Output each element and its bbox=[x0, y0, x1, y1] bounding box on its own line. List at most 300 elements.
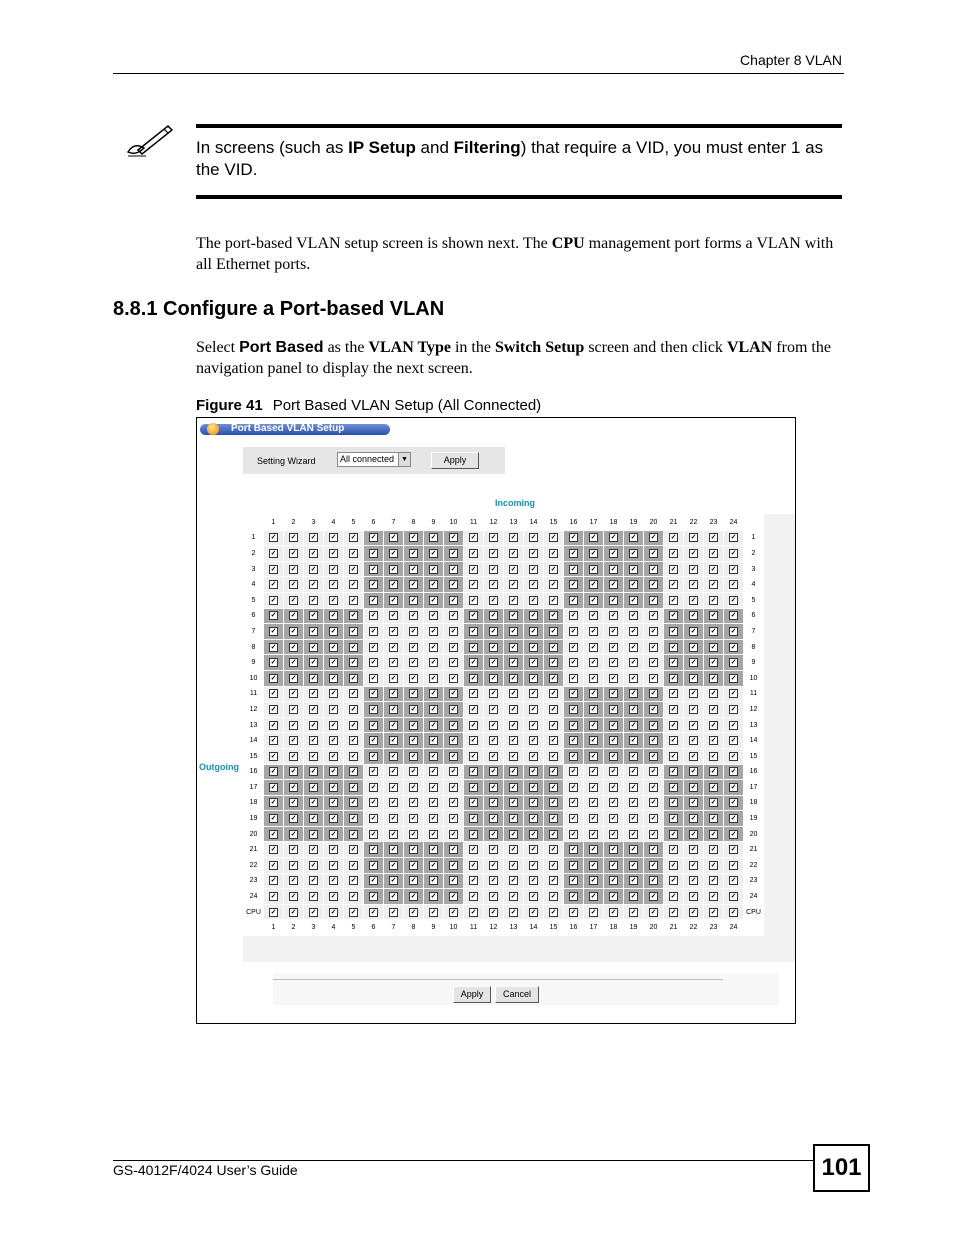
port-checkbox[interactable]: ✓ bbox=[370, 861, 377, 869]
port-checkbox[interactable]: ✓ bbox=[370, 877, 377, 885]
port-checkbox[interactable]: ✓ bbox=[350, 877, 357, 885]
port-checkbox[interactable]: ✓ bbox=[510, 815, 517, 823]
port-checkbox[interactable]: ✓ bbox=[490, 581, 497, 589]
port-checkbox[interactable]: ✓ bbox=[710, 612, 717, 620]
port-checkbox[interactable]: ✓ bbox=[630, 581, 637, 589]
port-checkbox[interactable]: ✓ bbox=[710, 815, 717, 823]
port-checkbox[interactable]: ✓ bbox=[290, 799, 297, 807]
port-checkbox[interactable]: ✓ bbox=[690, 534, 697, 542]
port-checkbox[interactable]: ✓ bbox=[290, 752, 297, 760]
port-checkbox[interactable]: ✓ bbox=[610, 815, 617, 823]
port-checkbox[interactable]: ✓ bbox=[470, 799, 477, 807]
port-checkbox[interactable]: ✓ bbox=[390, 612, 397, 620]
port-checkbox[interactable]: ✓ bbox=[330, 893, 337, 901]
port-checkbox[interactable]: ✓ bbox=[310, 830, 317, 838]
port-checkbox[interactable]: ✓ bbox=[410, 549, 417, 557]
port-checkbox[interactable]: ✓ bbox=[530, 861, 537, 869]
port-checkbox[interactable]: ✓ bbox=[650, 643, 657, 651]
port-checkbox[interactable]: ✓ bbox=[450, 893, 457, 901]
port-checkbox[interactable]: ✓ bbox=[270, 643, 277, 651]
port-checkbox[interactable]: ✓ bbox=[570, 659, 577, 667]
port-checkbox[interactable]: ✓ bbox=[570, 877, 577, 885]
port-checkbox[interactable]: ✓ bbox=[630, 612, 637, 620]
port-checkbox[interactable]: ✓ bbox=[430, 737, 437, 745]
port-checkbox[interactable]: ✓ bbox=[630, 893, 637, 901]
port-checkbox[interactable]: ✓ bbox=[570, 612, 577, 620]
port-checkbox[interactable]: ✓ bbox=[730, 908, 737, 916]
wizard-apply-button[interactable]: Apply bbox=[431, 452, 479, 469]
port-checkbox[interactable]: ✓ bbox=[430, 674, 437, 682]
port-checkbox[interactable]: ✓ bbox=[510, 581, 517, 589]
port-checkbox[interactable]: ✓ bbox=[370, 893, 377, 901]
port-checkbox[interactable]: ✓ bbox=[490, 752, 497, 760]
port-checkbox[interactable]: ✓ bbox=[450, 752, 457, 760]
port-checkbox[interactable]: ✓ bbox=[650, 830, 657, 838]
port-checkbox[interactable]: ✓ bbox=[470, 581, 477, 589]
port-checkbox[interactable]: ✓ bbox=[410, 596, 417, 604]
port-checkbox[interactable]: ✓ bbox=[570, 721, 577, 729]
port-checkbox[interactable]: ✓ bbox=[370, 705, 377, 713]
port-checkbox[interactable]: ✓ bbox=[610, 752, 617, 760]
port-checkbox[interactable]: ✓ bbox=[370, 815, 377, 823]
port-checkbox[interactable]: ✓ bbox=[310, 893, 317, 901]
port-checkbox[interactable]: ✓ bbox=[450, 768, 457, 776]
port-checkbox[interactable]: ✓ bbox=[410, 737, 417, 745]
port-checkbox[interactable]: ✓ bbox=[330, 768, 337, 776]
port-checkbox[interactable]: ✓ bbox=[530, 737, 537, 745]
port-checkbox[interactable]: ✓ bbox=[630, 815, 637, 823]
port-checkbox[interactable]: ✓ bbox=[270, 861, 277, 869]
port-checkbox[interactable]: ✓ bbox=[470, 861, 477, 869]
port-checkbox[interactable]: ✓ bbox=[490, 908, 497, 916]
port-checkbox[interactable]: ✓ bbox=[270, 799, 277, 807]
port-checkbox[interactable]: ✓ bbox=[710, 565, 717, 573]
port-checkbox[interactable]: ✓ bbox=[490, 612, 497, 620]
port-checkbox[interactable]: ✓ bbox=[650, 659, 657, 667]
port-checkbox[interactable]: ✓ bbox=[410, 830, 417, 838]
port-checkbox[interactable]: ✓ bbox=[350, 908, 357, 916]
port-checkbox[interactable]: ✓ bbox=[390, 690, 397, 698]
port-checkbox[interactable]: ✓ bbox=[530, 877, 537, 885]
port-checkbox[interactable]: ✓ bbox=[390, 565, 397, 573]
port-checkbox[interactable]: ✓ bbox=[530, 783, 537, 791]
port-checkbox[interactable]: ✓ bbox=[630, 659, 637, 667]
port-checkbox[interactable]: ✓ bbox=[410, 612, 417, 620]
port-checkbox[interactable]: ✓ bbox=[570, 768, 577, 776]
port-checkbox[interactable]: ✓ bbox=[730, 596, 737, 604]
port-checkbox[interactable]: ✓ bbox=[630, 534, 637, 542]
port-checkbox[interactable]: ✓ bbox=[730, 581, 737, 589]
port-checkbox[interactable]: ✓ bbox=[350, 534, 357, 542]
port-checkbox[interactable]: ✓ bbox=[430, 893, 437, 901]
port-checkbox[interactable]: ✓ bbox=[330, 721, 337, 729]
port-checkbox[interactable]: ✓ bbox=[430, 549, 437, 557]
port-checkbox[interactable]: ✓ bbox=[690, 908, 697, 916]
port-checkbox[interactable]: ✓ bbox=[730, 659, 737, 667]
port-checkbox[interactable]: ✓ bbox=[450, 534, 457, 542]
port-checkbox[interactable]: ✓ bbox=[270, 612, 277, 620]
port-checkbox[interactable]: ✓ bbox=[330, 877, 337, 885]
port-checkbox[interactable]: ✓ bbox=[590, 737, 597, 745]
port-checkbox[interactable]: ✓ bbox=[410, 815, 417, 823]
port-checkbox[interactable]: ✓ bbox=[390, 581, 397, 589]
port-checkbox[interactable]: ✓ bbox=[430, 877, 437, 885]
port-checkbox[interactable]: ✓ bbox=[470, 830, 477, 838]
port-checkbox[interactable]: ✓ bbox=[370, 674, 377, 682]
port-checkbox[interactable]: ✓ bbox=[390, 659, 397, 667]
port-checkbox[interactable]: ✓ bbox=[430, 534, 437, 542]
port-checkbox[interactable]: ✓ bbox=[430, 690, 437, 698]
port-checkbox[interactable]: ✓ bbox=[410, 877, 417, 885]
port-checkbox[interactable]: ✓ bbox=[670, 643, 677, 651]
port-checkbox[interactable]: ✓ bbox=[310, 705, 317, 713]
port-checkbox[interactable]: ✓ bbox=[330, 705, 337, 713]
port-checkbox[interactable]: ✓ bbox=[550, 768, 557, 776]
port-checkbox[interactable]: ✓ bbox=[710, 893, 717, 901]
port-checkbox[interactable]: ✓ bbox=[510, 861, 517, 869]
port-checkbox[interactable]: ✓ bbox=[290, 737, 297, 745]
port-checkbox[interactable]: ✓ bbox=[330, 659, 337, 667]
port-checkbox[interactable]: ✓ bbox=[430, 846, 437, 854]
port-checkbox[interactable]: ✓ bbox=[270, 783, 277, 791]
port-checkbox[interactable]: ✓ bbox=[630, 752, 637, 760]
port-checkbox[interactable]: ✓ bbox=[670, 783, 677, 791]
port-checkbox[interactable]: ✓ bbox=[690, 659, 697, 667]
port-checkbox[interactable]: ✓ bbox=[310, 815, 317, 823]
port-checkbox[interactable]: ✓ bbox=[510, 612, 517, 620]
port-checkbox[interactable]: ✓ bbox=[710, 659, 717, 667]
port-checkbox[interactable]: ✓ bbox=[630, 861, 637, 869]
port-checkbox[interactable]: ✓ bbox=[670, 627, 677, 635]
port-checkbox[interactable]: ✓ bbox=[690, 768, 697, 776]
port-checkbox[interactable]: ✓ bbox=[510, 737, 517, 745]
port-checkbox[interactable]: ✓ bbox=[590, 721, 597, 729]
port-checkbox[interactable]: ✓ bbox=[530, 721, 537, 729]
port-checkbox[interactable]: ✓ bbox=[290, 893, 297, 901]
port-checkbox[interactable]: ✓ bbox=[690, 549, 697, 557]
port-checkbox[interactable]: ✓ bbox=[550, 659, 557, 667]
port-checkbox[interactable]: ✓ bbox=[290, 768, 297, 776]
port-checkbox[interactable]: ✓ bbox=[690, 861, 697, 869]
port-checkbox[interactable]: ✓ bbox=[510, 768, 517, 776]
port-checkbox[interactable]: ✓ bbox=[570, 799, 577, 807]
port-checkbox[interactable]: ✓ bbox=[670, 861, 677, 869]
port-checkbox[interactable]: ✓ bbox=[650, 893, 657, 901]
port-checkbox[interactable]: ✓ bbox=[730, 627, 737, 635]
port-checkbox[interactable]: ✓ bbox=[710, 908, 717, 916]
port-checkbox[interactable]: ✓ bbox=[370, 908, 377, 916]
port-checkbox[interactable]: ✓ bbox=[590, 783, 597, 791]
port-checkbox[interactable]: ✓ bbox=[330, 846, 337, 854]
port-checkbox[interactable]: ✓ bbox=[530, 690, 537, 698]
port-checkbox[interactable]: ✓ bbox=[670, 830, 677, 838]
port-checkbox[interactable]: ✓ bbox=[550, 705, 557, 713]
port-checkbox[interactable]: ✓ bbox=[290, 877, 297, 885]
port-checkbox[interactable]: ✓ bbox=[730, 565, 737, 573]
port-checkbox[interactable]: ✓ bbox=[610, 908, 617, 916]
port-checkbox[interactable]: ✓ bbox=[490, 674, 497, 682]
port-checkbox[interactable]: ✓ bbox=[690, 674, 697, 682]
port-checkbox[interactable]: ✓ bbox=[650, 705, 657, 713]
port-checkbox[interactable]: ✓ bbox=[310, 565, 317, 573]
port-checkbox[interactable]: ✓ bbox=[350, 799, 357, 807]
port-checkbox[interactable]: ✓ bbox=[730, 737, 737, 745]
port-checkbox[interactable]: ✓ bbox=[690, 799, 697, 807]
port-checkbox[interactable]: ✓ bbox=[350, 643, 357, 651]
port-checkbox[interactable]: ✓ bbox=[470, 768, 477, 776]
port-checkbox[interactable]: ✓ bbox=[390, 877, 397, 885]
port-checkbox[interactable]: ✓ bbox=[310, 659, 317, 667]
port-checkbox[interactable]: ✓ bbox=[690, 721, 697, 729]
port-checkbox[interactable]: ✓ bbox=[530, 908, 537, 916]
port-checkbox[interactable]: ✓ bbox=[350, 674, 357, 682]
port-checkbox[interactable]: ✓ bbox=[430, 612, 437, 620]
port-checkbox[interactable]: ✓ bbox=[430, 659, 437, 667]
port-checkbox[interactable]: ✓ bbox=[370, 643, 377, 651]
port-checkbox[interactable]: ✓ bbox=[610, 799, 617, 807]
port-checkbox[interactable]: ✓ bbox=[570, 549, 577, 557]
port-checkbox[interactable]: ✓ bbox=[710, 830, 717, 838]
port-checkbox[interactable]: ✓ bbox=[410, 705, 417, 713]
port-checkbox[interactable]: ✓ bbox=[470, 674, 477, 682]
port-checkbox[interactable]: ✓ bbox=[650, 877, 657, 885]
port-checkbox[interactable]: ✓ bbox=[450, 861, 457, 869]
port-checkbox[interactable]: ✓ bbox=[490, 534, 497, 542]
port-checkbox[interactable]: ✓ bbox=[530, 627, 537, 635]
port-checkbox[interactable]: ✓ bbox=[470, 705, 477, 713]
port-checkbox[interactable]: ✓ bbox=[570, 737, 577, 745]
port-checkbox[interactable]: ✓ bbox=[350, 768, 357, 776]
port-checkbox[interactable]: ✓ bbox=[710, 799, 717, 807]
port-checkbox[interactable]: ✓ bbox=[450, 612, 457, 620]
port-checkbox[interactable]: ✓ bbox=[610, 893, 617, 901]
port-checkbox[interactable]: ✓ bbox=[630, 705, 637, 713]
port-checkbox[interactable]: ✓ bbox=[690, 596, 697, 604]
port-checkbox[interactable]: ✓ bbox=[270, 627, 277, 635]
port-checkbox[interactable]: ✓ bbox=[430, 752, 437, 760]
port-checkbox[interactable]: ✓ bbox=[730, 690, 737, 698]
port-checkbox[interactable]: ✓ bbox=[270, 815, 277, 823]
port-checkbox[interactable]: ✓ bbox=[450, 643, 457, 651]
port-checkbox[interactable]: ✓ bbox=[510, 659, 517, 667]
port-checkbox[interactable]: ✓ bbox=[730, 815, 737, 823]
port-checkbox[interactable]: ✓ bbox=[330, 908, 337, 916]
chevron-down-icon[interactable]: ▼ bbox=[398, 453, 410, 466]
port-checkbox[interactable]: ✓ bbox=[290, 659, 297, 667]
port-checkbox[interactable]: ✓ bbox=[730, 721, 737, 729]
port-checkbox[interactable]: ✓ bbox=[650, 815, 657, 823]
port-checkbox[interactable]: ✓ bbox=[430, 627, 437, 635]
port-checkbox[interactable]: ✓ bbox=[490, 705, 497, 713]
port-checkbox[interactable]: ✓ bbox=[470, 612, 477, 620]
port-checkbox[interactable]: ✓ bbox=[610, 783, 617, 791]
port-checkbox[interactable]: ✓ bbox=[490, 830, 497, 838]
port-checkbox[interactable]: ✓ bbox=[670, 659, 677, 667]
port-checkbox[interactable]: ✓ bbox=[510, 846, 517, 854]
port-checkbox[interactable]: ✓ bbox=[550, 612, 557, 620]
port-checkbox[interactable]: ✓ bbox=[270, 752, 277, 760]
port-checkbox[interactable]: ✓ bbox=[390, 846, 397, 854]
port-checkbox[interactable]: ✓ bbox=[310, 612, 317, 620]
port-checkbox[interactable]: ✓ bbox=[730, 830, 737, 838]
port-checkbox[interactable]: ✓ bbox=[630, 565, 637, 573]
port-checkbox[interactable]: ✓ bbox=[710, 721, 717, 729]
port-checkbox[interactable]: ✓ bbox=[730, 799, 737, 807]
port-checkbox[interactable]: ✓ bbox=[410, 846, 417, 854]
port-checkbox[interactable]: ✓ bbox=[730, 549, 737, 557]
port-checkbox[interactable]: ✓ bbox=[450, 627, 457, 635]
port-checkbox[interactable]: ✓ bbox=[650, 799, 657, 807]
port-checkbox[interactable]: ✓ bbox=[550, 815, 557, 823]
port-checkbox[interactable]: ✓ bbox=[510, 596, 517, 604]
port-checkbox[interactable]: ✓ bbox=[630, 877, 637, 885]
port-checkbox[interactable]: ✓ bbox=[270, 534, 277, 542]
port-checkbox[interactable]: ✓ bbox=[450, 565, 457, 573]
port-checkbox[interactable]: ✓ bbox=[310, 596, 317, 604]
port-checkbox[interactable]: ✓ bbox=[630, 690, 637, 698]
cancel-button[interactable]: Cancel bbox=[495, 986, 539, 1003]
port-checkbox[interactable]: ✓ bbox=[650, 549, 657, 557]
port-checkbox[interactable]: ✓ bbox=[390, 768, 397, 776]
port-checkbox[interactable]: ✓ bbox=[710, 674, 717, 682]
port-checkbox[interactable]: ✓ bbox=[390, 783, 397, 791]
port-checkbox[interactable]: ✓ bbox=[490, 768, 497, 776]
port-checkbox[interactable]: ✓ bbox=[270, 830, 277, 838]
port-checkbox[interactable]: ✓ bbox=[290, 721, 297, 729]
port-checkbox[interactable]: ✓ bbox=[350, 549, 357, 557]
port-checkbox[interactable]: ✓ bbox=[670, 768, 677, 776]
port-checkbox[interactable]: ✓ bbox=[670, 534, 677, 542]
port-checkbox[interactable]: ✓ bbox=[690, 737, 697, 745]
port-checkbox[interactable]: ✓ bbox=[610, 549, 617, 557]
port-checkbox[interactable]: ✓ bbox=[470, 815, 477, 823]
port-checkbox[interactable]: ✓ bbox=[450, 830, 457, 838]
port-checkbox[interactable]: ✓ bbox=[730, 877, 737, 885]
port-checkbox[interactable]: ✓ bbox=[630, 908, 637, 916]
port-checkbox[interactable]: ✓ bbox=[530, 674, 537, 682]
port-checkbox[interactable]: ✓ bbox=[630, 737, 637, 745]
port-checkbox[interactable]: ✓ bbox=[410, 768, 417, 776]
port-checkbox[interactable]: ✓ bbox=[350, 690, 357, 698]
port-checkbox[interactable]: ✓ bbox=[410, 534, 417, 542]
port-checkbox[interactable]: ✓ bbox=[510, 565, 517, 573]
port-checkbox[interactable]: ✓ bbox=[630, 643, 637, 651]
port-checkbox[interactable]: ✓ bbox=[390, 752, 397, 760]
port-checkbox[interactable]: ✓ bbox=[390, 799, 397, 807]
port-checkbox[interactable]: ✓ bbox=[430, 768, 437, 776]
port-checkbox[interactable]: ✓ bbox=[710, 643, 717, 651]
port-checkbox[interactable]: ✓ bbox=[630, 596, 637, 604]
port-checkbox[interactable]: ✓ bbox=[530, 768, 537, 776]
port-checkbox[interactable]: ✓ bbox=[690, 627, 697, 635]
setting-wizard-select[interactable] bbox=[337, 452, 411, 467]
port-checkbox[interactable]: ✓ bbox=[470, 534, 477, 542]
port-checkbox[interactable]: ✓ bbox=[650, 768, 657, 776]
port-checkbox[interactable]: ✓ bbox=[690, 581, 697, 589]
port-checkbox[interactable]: ✓ bbox=[310, 549, 317, 557]
port-checkbox[interactable]: ✓ bbox=[610, 705, 617, 713]
port-checkbox[interactable]: ✓ bbox=[670, 549, 677, 557]
port-checkbox[interactable]: ✓ bbox=[610, 877, 617, 885]
port-checkbox[interactable]: ✓ bbox=[610, 690, 617, 698]
port-checkbox[interactable]: ✓ bbox=[310, 643, 317, 651]
port-checkbox[interactable]: ✓ bbox=[310, 861, 317, 869]
port-checkbox[interactable]: ✓ bbox=[590, 846, 597, 854]
port-checkbox[interactable]: ✓ bbox=[550, 690, 557, 698]
port-checkbox[interactable]: ✓ bbox=[570, 534, 577, 542]
port-checkbox[interactable]: ✓ bbox=[490, 861, 497, 869]
port-checkbox[interactable]: ✓ bbox=[390, 908, 397, 916]
port-checkbox[interactable]: ✓ bbox=[610, 737, 617, 745]
port-checkbox[interactable]: ✓ bbox=[650, 721, 657, 729]
port-checkbox[interactable]: ✓ bbox=[590, 752, 597, 760]
port-checkbox[interactable]: ✓ bbox=[390, 815, 397, 823]
port-checkbox[interactable]: ✓ bbox=[550, 861, 557, 869]
port-checkbox[interactable]: ✓ bbox=[390, 721, 397, 729]
port-checkbox[interactable]: ✓ bbox=[370, 627, 377, 635]
port-checkbox[interactable]: ✓ bbox=[650, 627, 657, 635]
port-checkbox[interactable]: ✓ bbox=[550, 627, 557, 635]
port-checkbox[interactable]: ✓ bbox=[630, 830, 637, 838]
port-checkbox[interactable]: ✓ bbox=[610, 659, 617, 667]
port-checkbox[interactable]: ✓ bbox=[730, 783, 737, 791]
port-checkbox[interactable]: ✓ bbox=[290, 690, 297, 698]
port-checkbox[interactable]: ✓ bbox=[590, 549, 597, 557]
port-checkbox[interactable]: ✓ bbox=[290, 549, 297, 557]
port-checkbox[interactable]: ✓ bbox=[710, 705, 717, 713]
port-checkbox[interactable]: ✓ bbox=[370, 830, 377, 838]
port-checkbox[interactable]: ✓ bbox=[590, 799, 597, 807]
port-checkbox[interactable]: ✓ bbox=[370, 768, 377, 776]
port-checkbox[interactable]: ✓ bbox=[450, 783, 457, 791]
port-checkbox[interactable]: ✓ bbox=[490, 877, 497, 885]
port-checkbox[interactable]: ✓ bbox=[330, 674, 337, 682]
port-checkbox[interactable]: ✓ bbox=[470, 893, 477, 901]
port-checkbox[interactable]: ✓ bbox=[610, 674, 617, 682]
port-checkbox[interactable]: ✓ bbox=[330, 612, 337, 620]
port-checkbox[interactable]: ✓ bbox=[590, 643, 597, 651]
port-checkbox[interactable]: ✓ bbox=[350, 705, 357, 713]
port-checkbox[interactable]: ✓ bbox=[290, 783, 297, 791]
port-checkbox[interactable]: ✓ bbox=[370, 799, 377, 807]
port-checkbox[interactable]: ✓ bbox=[530, 565, 537, 573]
port-checkbox[interactable]: ✓ bbox=[450, 908, 457, 916]
port-checkbox[interactable]: ✓ bbox=[350, 783, 357, 791]
port-checkbox[interactable]: ✓ bbox=[310, 908, 317, 916]
port-checkbox[interactable]: ✓ bbox=[290, 565, 297, 573]
port-checkbox[interactable]: ✓ bbox=[630, 627, 637, 635]
port-checkbox[interactable]: ✓ bbox=[510, 799, 517, 807]
port-checkbox[interactable]: ✓ bbox=[370, 752, 377, 760]
port-checkbox[interactable]: ✓ bbox=[550, 783, 557, 791]
port-checkbox[interactable]: ✓ bbox=[330, 815, 337, 823]
port-checkbox[interactable]: ✓ bbox=[290, 861, 297, 869]
port-checkbox[interactable]: ✓ bbox=[370, 783, 377, 791]
port-checkbox[interactable]: ✓ bbox=[510, 534, 517, 542]
port-checkbox[interactable]: ✓ bbox=[610, 565, 617, 573]
port-checkbox[interactable]: ✓ bbox=[570, 643, 577, 651]
port-checkbox[interactable]: ✓ bbox=[530, 612, 537, 620]
port-checkbox[interactable]: ✓ bbox=[650, 908, 657, 916]
port-checkbox[interactable]: ✓ bbox=[270, 674, 277, 682]
port-checkbox[interactable]: ✓ bbox=[550, 549, 557, 557]
port-checkbox[interactable]: ✓ bbox=[610, 830, 617, 838]
port-checkbox[interactable]: ✓ bbox=[270, 768, 277, 776]
port-checkbox[interactable]: ✓ bbox=[410, 674, 417, 682]
port-checkbox[interactable]: ✓ bbox=[570, 596, 577, 604]
port-checkbox[interactable]: ✓ bbox=[390, 830, 397, 838]
port-checkbox[interactable]: ✓ bbox=[350, 565, 357, 573]
